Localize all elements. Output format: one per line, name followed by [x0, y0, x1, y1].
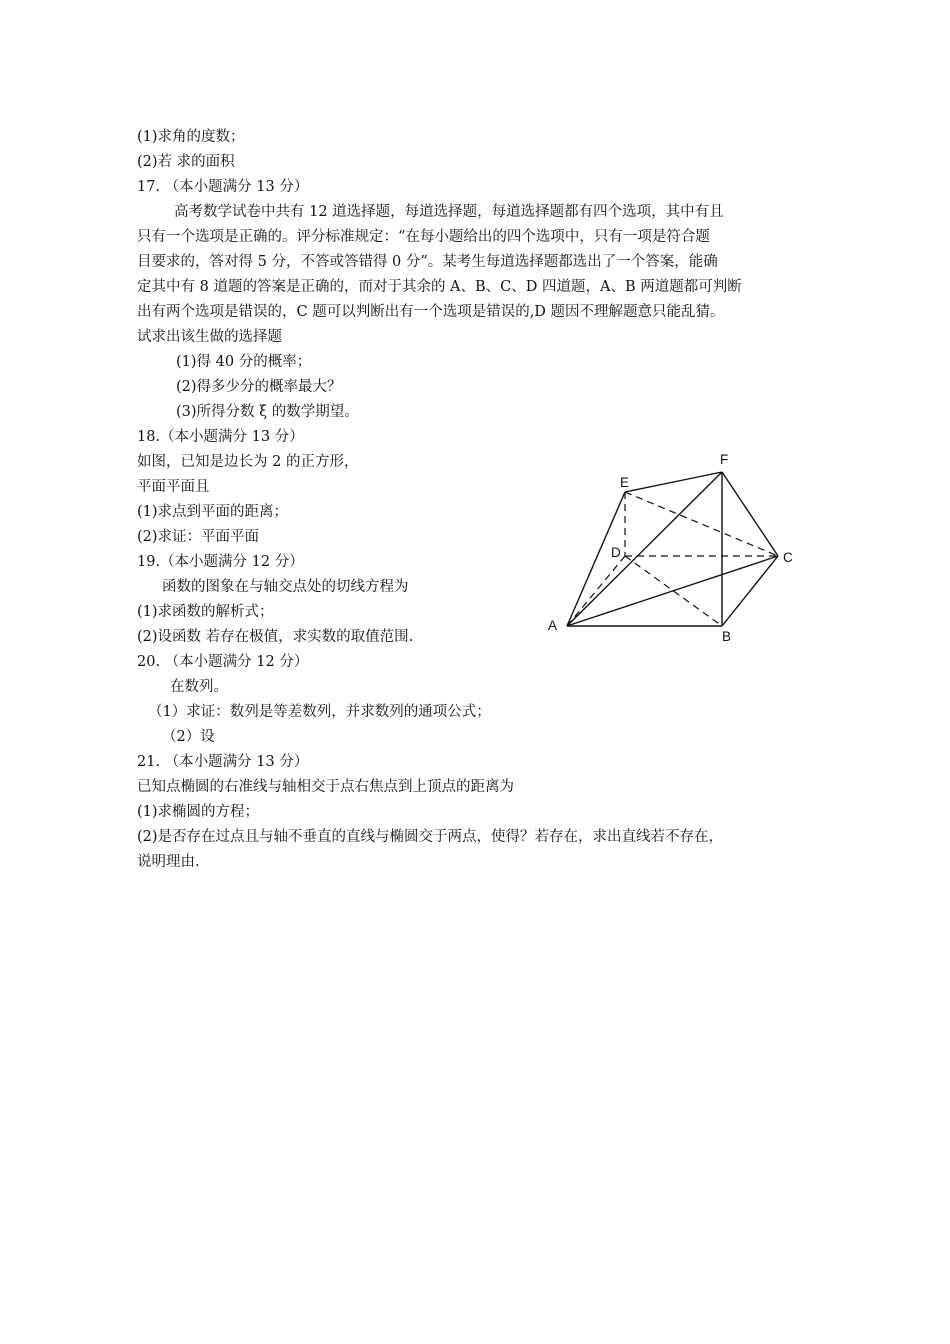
text-line: (3)所得分数 ξ 的数学期望。: [176, 404, 359, 420]
edge-BC: [722, 556, 778, 626]
vertex-label-C: C: [783, 550, 793, 565]
text-line: (2)是否存在过点且与轴不垂直的直线与椭圆交于两点，使得？若存在，求出直线若不存在，: [137, 829, 724, 845]
text-line: 只有一个选项是正确的。评分标准规定：“在每小题给出的四个选项中，只有一项是符合题: [137, 229, 710, 245]
text-line: 已知点椭圆的右准线与轴相交于点右焦点到上顶点的距离为: [137, 779, 514, 795]
text-line: (1)求椭圆的方程；: [137, 804, 260, 820]
text-line: （1）求证：数列是等差数列，并求数列的通项公式；: [148, 704, 491, 720]
edge-AF: [567, 472, 722, 626]
vertex-label-D: D: [611, 545, 621, 560]
text-line: 高考数学试卷中共有 12 道选择题，每道选择题，每道选择题都有四个选项，其中有且: [174, 204, 724, 220]
edge-AC: [567, 556, 778, 626]
text-line: 说明理由.: [137, 854, 200, 870]
text-line: 在数列。: [170, 679, 228, 695]
question-17-header: 17. （本小题满分 13 分）: [137, 179, 309, 195]
question-20-header: 20. （本小题满分 12 分）: [137, 654, 309, 670]
question-19-header: 19.（本小题满分 12 分）: [137, 554, 304, 570]
text-line: 函数的图象在与轴交点处的切线方程为: [162, 579, 409, 595]
text-line: (2)求证：平面平面: [137, 529, 260, 545]
text-line: 如图，已知是边长为 2 的正方形，: [137, 454, 359, 470]
vertex-label-A: A: [548, 618, 558, 633]
vertex-label-B: B: [722, 629, 732, 644]
text-line: 试求出该生做的选择题: [137, 329, 282, 345]
vertex-label-E: E: [620, 475, 630, 490]
question-18-header: 18.（本小题满分 13 分）: [137, 429, 304, 445]
edge-FC: [722, 472, 778, 556]
edge-EF: [625, 472, 722, 492]
vertex-label-F: F: [720, 452, 729, 467]
text-line: 定其中有 8 道题的答案是正确的，而对于其余的 A、B、C、D 四道题，A、B 两道题都可判断: [137, 279, 742, 295]
text-line: 平面平面且: [137, 479, 210, 495]
text-line: (2)设函数 若存在极值，求实数的取值范围.: [137, 629, 414, 645]
text-line: 出有两个选项是错误的，C 题可以判断出有一个选项是错误的,D 题因不理解题意只能乱猜。: [137, 304, 725, 320]
text-line: (1)求角的度数；: [137, 129, 245, 145]
text-line: (1)得 40 分的概率；: [176, 354, 312, 370]
question-21-header: 21. （本小题满分 13 分）: [137, 754, 309, 770]
text-line: (1)求点到平面的距离；: [137, 504, 289, 520]
text-line: (2)得多少分的概率最大？: [176, 379, 342, 395]
text-line: (2)若 求的面积: [137, 154, 235, 170]
text-line: 目要求的，答对得 5 分，不答或答错得 0 分”。某考生每道选择题都选出了一个答案，能确: [137, 254, 718, 270]
edge-AD: [567, 556, 625, 626]
geometry-figure: [540, 446, 810, 646]
text-line: (1)求函数的解析式；: [137, 604, 274, 620]
text-line: （2）设: [162, 729, 215, 745]
